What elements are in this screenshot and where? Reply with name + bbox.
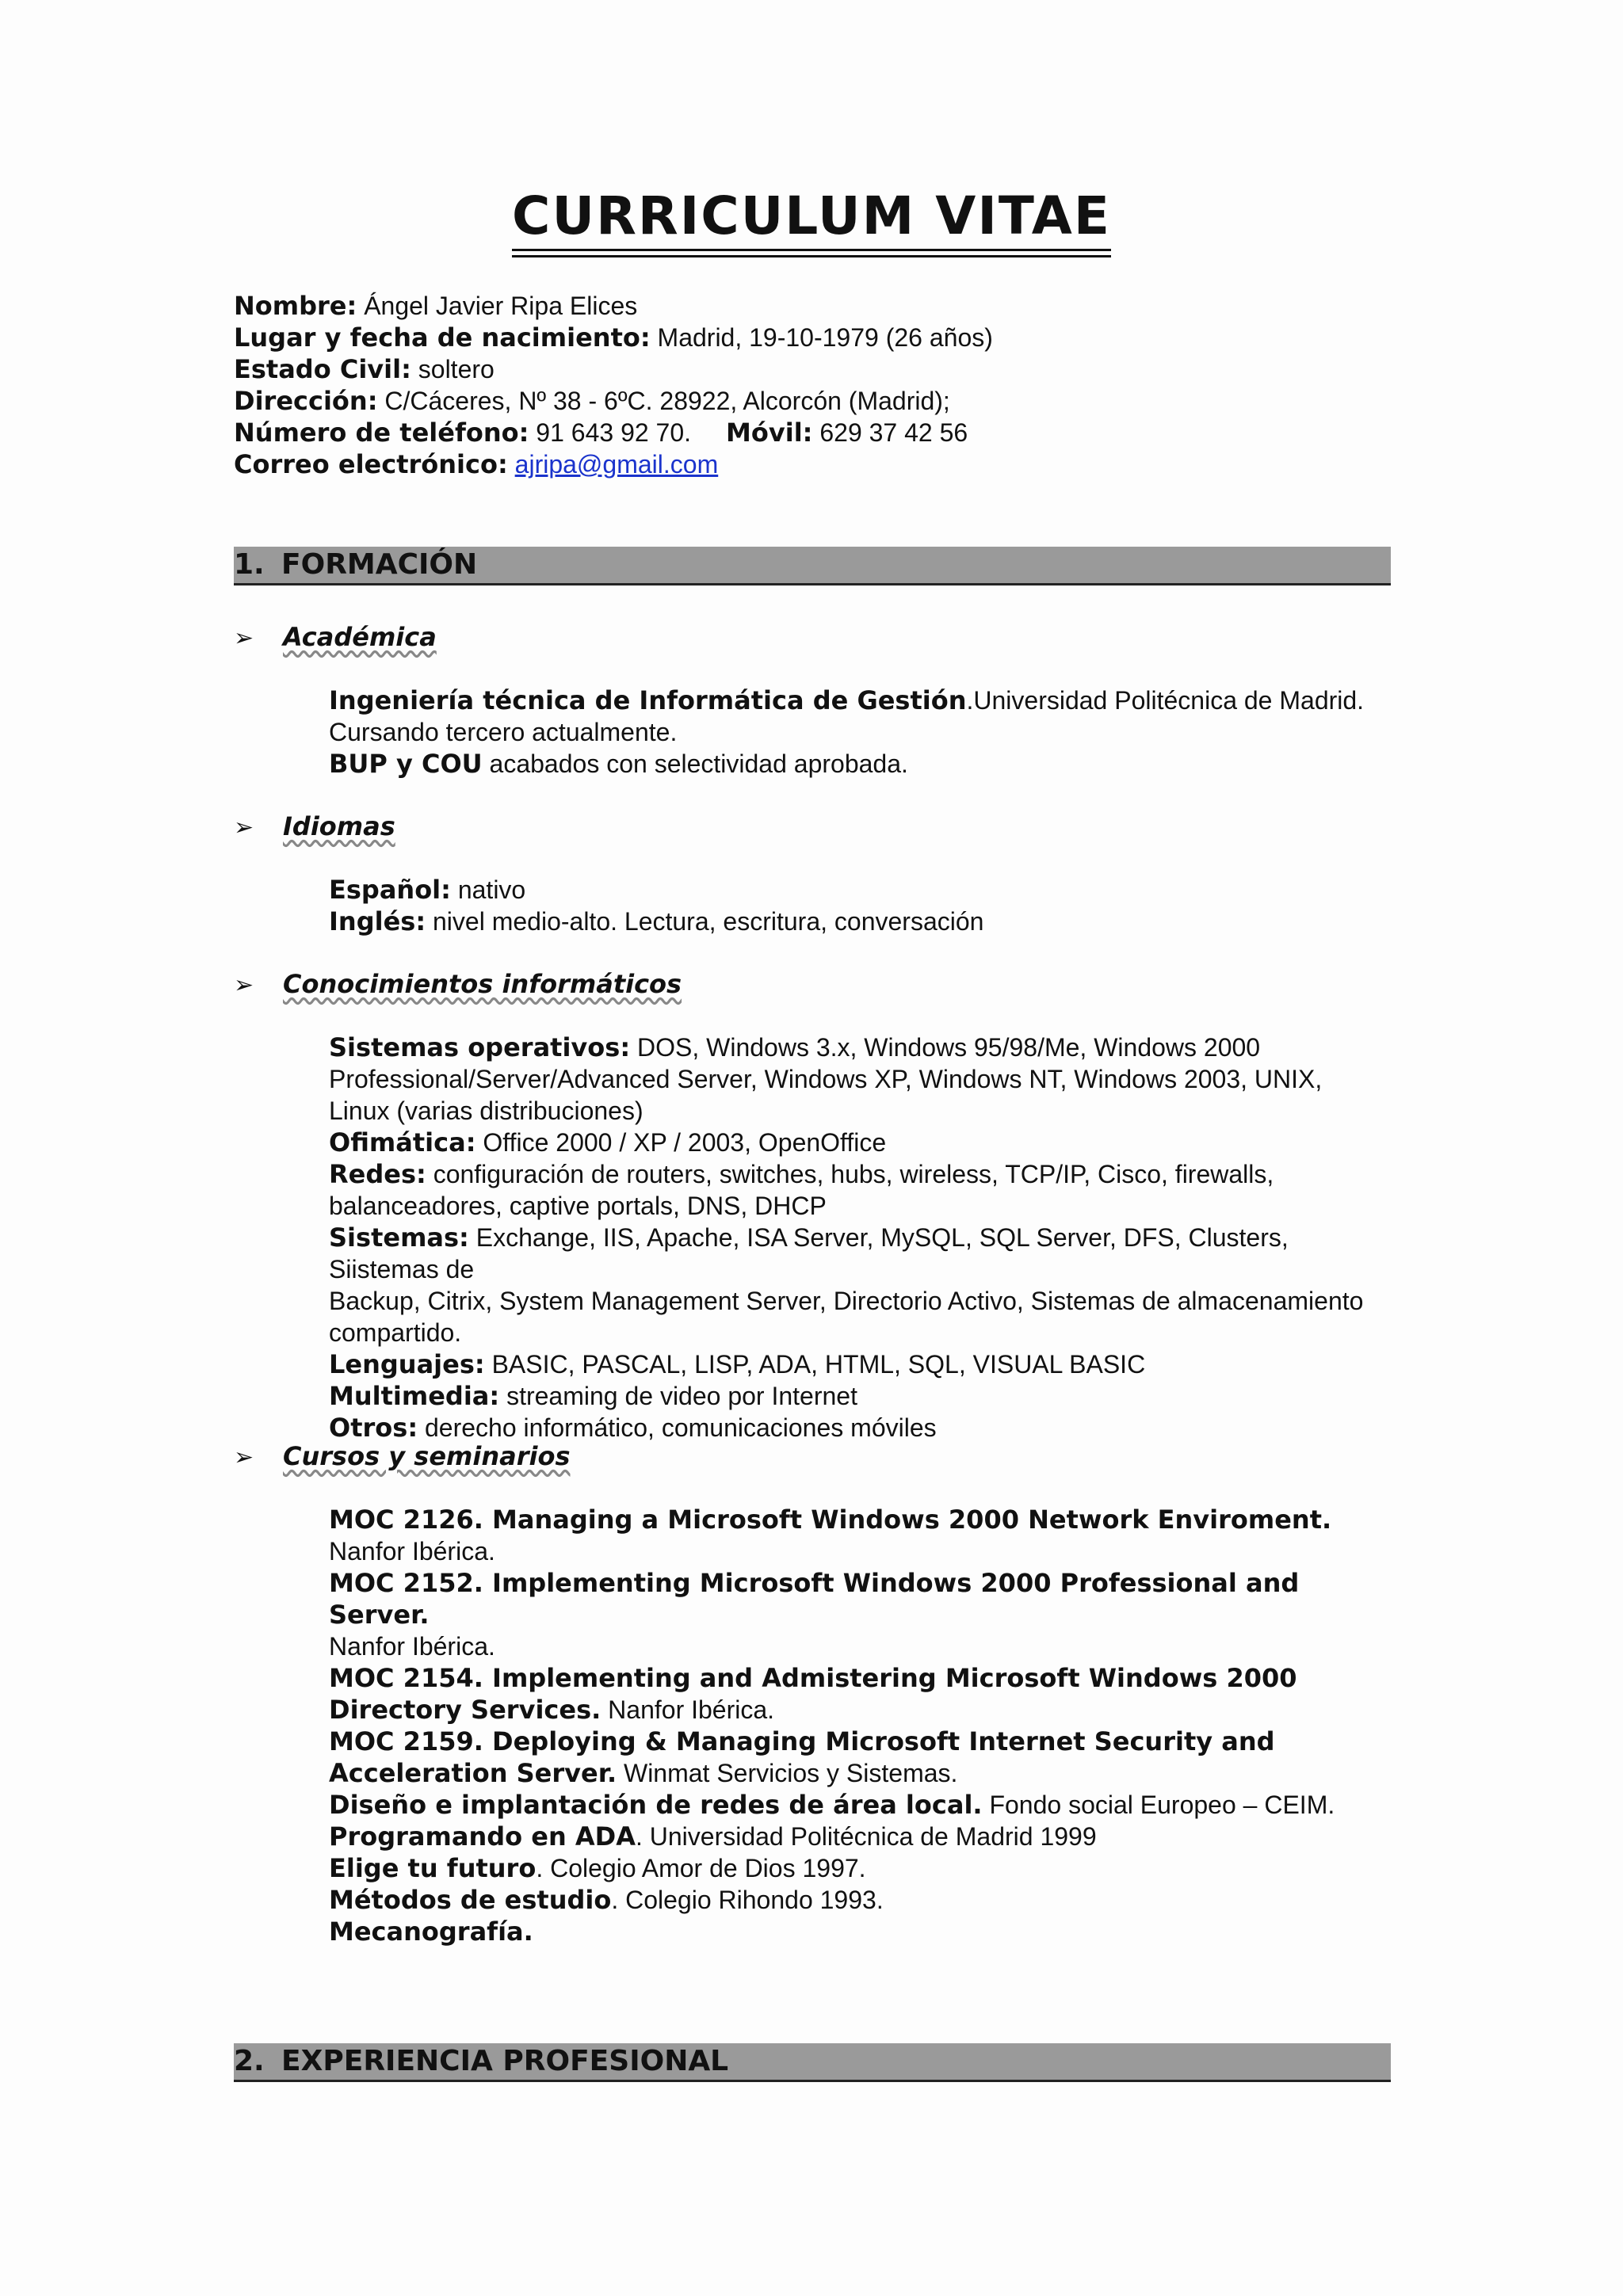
address-row: Dirección: C/Cáceres, Nº 38 - 6ºC. 28922, Alcorcón (Madrid); — [234, 386, 950, 416]
page-title: CURRICULUM VITAE — [0, 190, 1623, 251]
email-row: Correo electrónico: ajripa@gmail.com — [234, 449, 719, 479]
civil-row: Estado Civil: soltero — [234, 354, 495, 384]
arrow-bullet-icon: ➢ — [234, 972, 254, 998]
birth-row: Lugar y fecha de nacimiento: Madrid, 19-10-1979 (26 años) — [234, 322, 993, 353]
cursos-content: MOC 2126. Managing a Microsoft Windows 2000 Network Enviroment. Nanfor Ibérica. MOC 2152. Implementing Microsoft Windows 2000 Professional and Server. Nanfor Ibérica. MOC 2154. Implementing and Admistering Microsoft Windows 2000 Directory Services. Nanfor Ibérica. MOC 2159. Deploying & Managing Microsoft Internet Security and Acceleration Server. Winmat Servicios y Sistemas. Diseño e implantación de redes de área local. Fondo social Europeo – CEIM. Programando en ADA. Universidad Politécnica de Madrid 1999 Elige tu futuro. Colegio Amor de Dios 1997. Métodos de estudio. Colegio Rihondo 1993. Mecanografía. — [329, 1505, 1335, 1947]
arrow-bullet-icon: ➢ — [234, 1444, 254, 1470]
arrow-bullet-icon: ➢ — [234, 625, 254, 651]
subsection-academica: ➢ Académica — [234, 621, 437, 654]
subsection-idiomas: ➢ Idiomas — [234, 810, 395, 844]
academica-content: Ingeniería técnica de Informática de Gestión.Universidad Politécnica de Madrid. Cursando tercero actualmente. BUP y COU acabados con selectividad aprobada. — [329, 685, 1365, 779]
name-row: Nombre: Ángel Javier Ripa Elices — [234, 291, 638, 321]
subsection-cursos: ➢ Cursos y seminarios — [234, 1440, 570, 1474]
personal-info — [234, 290, 1407, 480]
phone-row: Número de teléfono: 91 643 92 70. Móvil: 629 37 42 56 — [234, 418, 968, 448]
arrow-bullet-icon: ➢ — [234, 814, 254, 841]
email-link[interactable]: ajripa@gmail.com — [514, 450, 719, 479]
subsection-informaticos: ➢ Conocimientos informáticos — [234, 968, 682, 1001]
idiomas-content: Español: nativo Inglés: nivel medio-alto. Lectura, escritura, conversación — [329, 875, 984, 936]
informaticos-content: Sistemas operativos: DOS, Windows 3.x, Windows 95/98/Me, Windows 2000 Professional/Server/Advanced Server, Windows XP, Windows NT, Windows 2003, UNIX, Linux (varias distribuciones) Ofimática: Office 2000 / XP / 2003, OpenOffice Redes: configuración de routers, switches, hubs, wireless, TCP/IP, Cisco, firewalls, balanceadores, captive portals, DNS, DHCP Sistemas: Exchange, IIS, Apache, ISA Server, MySQL, SQL Server, DFS, Clusters, Siistemas de Backup, Citrix, System Management Server, Directorio Activo, Sistemas de almacenamiento compartido. Lenguajes: BASIC, PASCAL, LISP, ADA, HTML, SQL, VISUAL BASIC Multimedia: streaming de video por Internet Otros: derecho informático, comunicaciones móviles — [329, 1032, 1364, 1443]
section-formacion: 1. FORMACIÓN — [234, 547, 1391, 585]
section-experiencia: 2. EXPERIENCIA PROFESIONAL — [234, 2043, 1391, 2082]
